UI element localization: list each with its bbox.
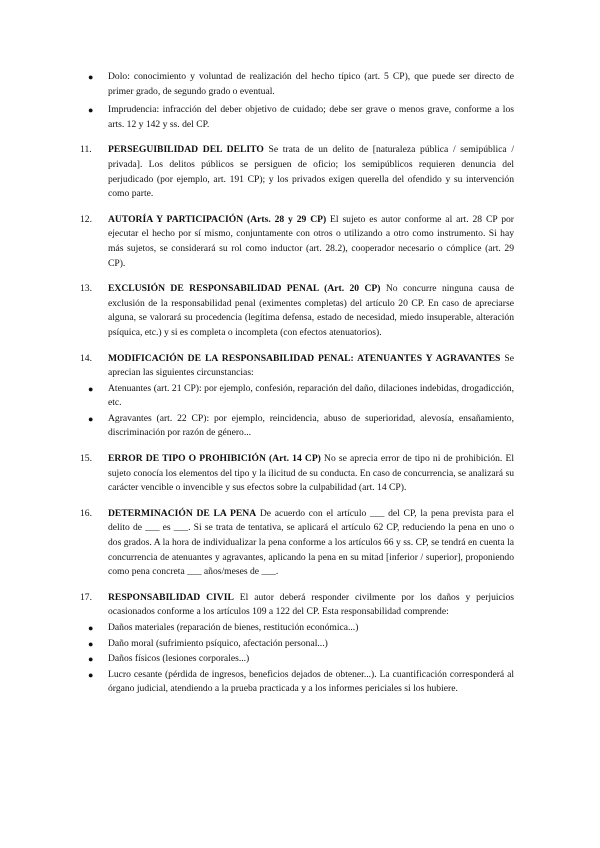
section-autoria xyxy=(80,213,514,271)
section-bullet-list xyxy=(86,621,514,697)
bullet-icon: ● xyxy=(88,383,94,394)
section-determinacion xyxy=(80,507,514,580)
section-number: 16. xyxy=(80,507,92,519)
section-title: EXCLUSIÓN DE RESPONSABILIDAD PENAL (Art. 20 CP) xyxy=(108,283,381,295)
bullet-icon: ● xyxy=(88,623,94,633)
section-title: PERSEGUIBILIDAD DEL DELITO xyxy=(108,144,264,156)
section-title: RESPONSABILIDAD CIVIL xyxy=(108,591,234,603)
section-title: MODIFICACIÓN DE LA RESPONSABILIDAD PENAL: ATENUANTES Y AGRAVANTES xyxy=(108,352,501,364)
bullet-text: Daño moral (sufrimiento psíquico, afectación personal...) xyxy=(108,637,328,649)
list-item xyxy=(86,412,514,441)
section-bullet-list xyxy=(86,382,514,441)
bullet-icon: ● xyxy=(88,413,94,424)
bullet-text: Daños materiales (reparación de bienes, restitución económica...) xyxy=(108,622,359,633)
bullet-text: Dolo: conocimiento y voluntad de realización del hecho típico (art. 5 CP), que puede ser directo de primer grado, de segundo grado o eventual. xyxy=(108,71,514,97)
section-title: AUTORÍA Y PARTICIPACIÓN (Arts. 28 y 29 CP) xyxy=(108,213,327,225)
section-exclusion xyxy=(80,282,514,340)
section-number: 17. xyxy=(80,591,92,603)
section-body: No concurre ninguna causa de exclusión de la responsabilidad penal (eximentes completas) del artículo 20 CP. En caso de apreciarse alguna, se valorará su procedencia (legítima defensa, estado de necesidad, miedo insuperable, alteración psíquica, etc.) y si es completa o incompleta (con efectos atenuatorios). xyxy=(108,283,514,338)
list-item xyxy=(86,103,514,132)
bullet-text: Lucro cesante (pérdida de ingresos, beneficios dejados de obtener...). La cuantificación corresponderá al órgano judicial, atendiendo a la prueba practicada y a los informes periciales si los hubiere. xyxy=(108,668,514,695)
list-item xyxy=(86,70,514,99)
section-perseguibilidad xyxy=(80,143,514,201)
section-number: 13. xyxy=(80,283,92,295)
bullet-icon: ● xyxy=(88,654,94,665)
list-item xyxy=(86,621,514,636)
section-modificacion xyxy=(80,352,514,442)
section-body: El autor deberá responder civilmente por los daños y perjuicios ocasionados conforme a los artículos 109 a 122 del CP. Esta responsabilidad comprende: xyxy=(108,591,514,618)
section-body: No se aprecia error de tipo ni de prohibición. El sujeto conocía los elementos del tipo y la ilicitud de su conducta. En caso de concurrencia, se analizará su carácter vencible o invencible y sus efectos sobre la culpabilidad (art. 14 CP). xyxy=(108,453,514,494)
section-title: ERROR DE TIPO O PROHIBICIÓN (Art. 14 CP) xyxy=(108,453,321,465)
section-number: 14. xyxy=(80,352,92,364)
bullet-text: Agravantes (art. 22 CP): por ejemplo, reincidencia, abuso de superioridad, alevosía, ensañamiento, discriminación por razón de género... xyxy=(108,412,514,439)
list-item xyxy=(86,637,514,652)
section-title: DETERMINACIÓN DE LA PENA xyxy=(108,507,257,519)
section-responsabilidad-civil xyxy=(80,591,514,697)
list-item xyxy=(86,668,514,697)
list-item xyxy=(86,382,514,411)
bullet-text: Atenuantes (art. 21 CP): por ejemplo, confesión, reparación del daño, dilaciones indebidas, drogadicción, etc. xyxy=(108,382,514,409)
bullet-icon: ● xyxy=(88,669,94,680)
section-body: Se aprecian las siguientes circunstancias: xyxy=(108,352,514,379)
section-body: De acuerdo con el artículo ___ del CP, la pena prevista para el delito de ___ es ___. Si se trata de tentativa, se aplicará el artículo 62 CP, reduciendo la pena en uno o dos grados. A la hora de individualizar la pena conforme a los artículos 66 y ss. CP, se tendrá en cuenta la concurrencia de atenuantes y agravantes, aplicando la pena en su mitad [inferior / superior], proponiendo como pena concreta ___ años/meses de ___. xyxy=(108,507,514,578)
list-item xyxy=(86,652,514,667)
section-error xyxy=(80,452,514,496)
section-body: Se trata de un delito de [naturaleza pública / semipública / privada]. Los delitos públicos se persiguen de oficio; los semipúblicos requieren denuncia del perjudicado (por ejemplo, art. 191 CP); y los privados exigen querella del ofendido y su intervención como parte. xyxy=(108,144,514,200)
bullet-icon: ● xyxy=(88,105,94,116)
bullet-icon: ● xyxy=(88,638,94,649)
section-body: El sujeto es autor conforme al art. 28 CP por ejecutar el hecho por sí mismo, conjuntamente con otros o utilizando a otro como instrumento. Si hay más sujetos, se considerará su rol como inductor (art. 28.2), cooperador necesario o cómplice (art. 29 CP). xyxy=(108,213,514,269)
section-number: 11. xyxy=(80,144,92,156)
bullet-text: Imprudencia: infracción del deber objetivo de cuidado; debe ser grave o menos grave, conforme a los arts. 12 y 142 y ss. del CP. xyxy=(108,104,514,130)
section-number: 15. xyxy=(80,453,92,465)
bullet-icon: ● xyxy=(88,72,94,82)
bullet-text: Daños físicos (lesiones corporales...) xyxy=(108,653,250,665)
intro-bullet-list xyxy=(86,70,514,132)
section-number: 12. xyxy=(80,213,92,225)
